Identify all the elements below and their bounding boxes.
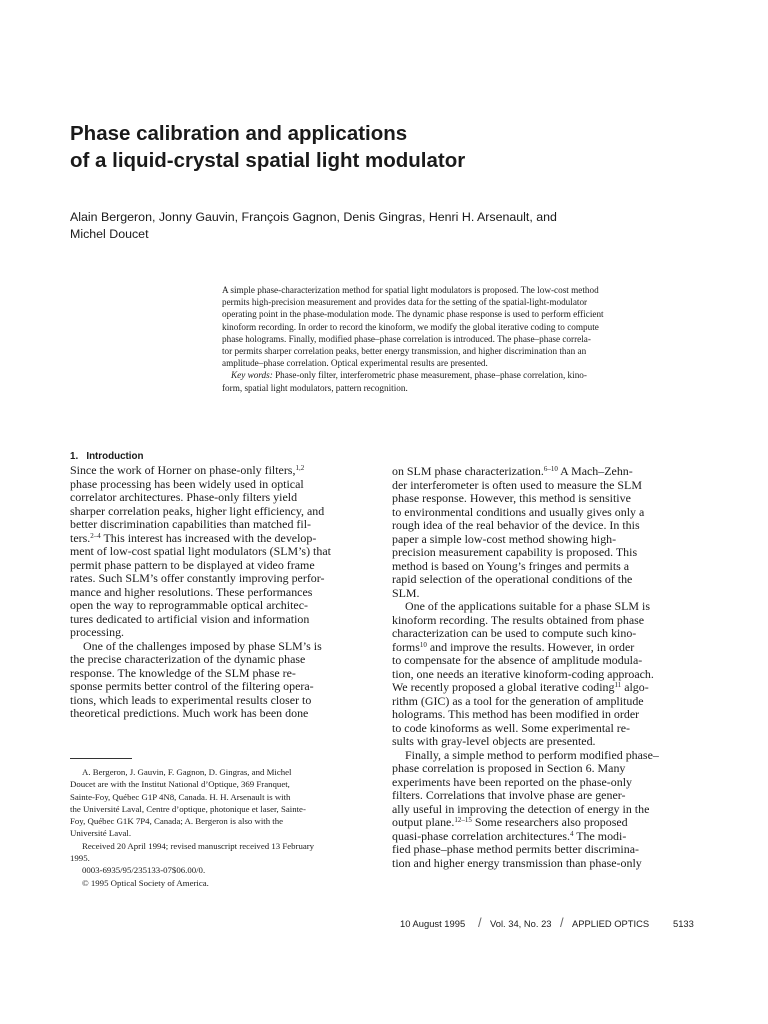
body-line: processing. [70,625,125,639]
body-line: method is based on Young’s fringes and permits a [392,558,630,573]
keywords-text: Phase-only filter, interferometric phase measurement, phase–phase correlation, kino- [272,370,587,381]
body-line: response. The knowledge of the SLM phase re- [70,665,296,680]
body-line: ment of low-cost spatial light modulators (SLM’s) that [70,544,331,558]
body-line: rapid selection of the operational conditions of the [392,572,633,586]
body-line: rates. Such SLM’s offer constantly improving perfor- [70,571,325,585]
body-line: the precise characterization of the dynamic phase [70,652,306,666]
body-line: quasi-phase correlation architectures.$^4$ The modi- [392,828,627,843]
body-line: open the way to reprogrammable optical architec- [70,598,308,612]
title-line-2: of a liquid-crystal spatial light modulator [70,149,466,172]
footnote-line: Doucet are with the Institut National d’Optique, 369 Franquet, [70,779,290,790]
body-line: mance and higher resolutions. These performances [70,584,313,599]
abstract-line: A simple phase-characterization method for spatial light modulators is proposed. The low-cost method [222,285,599,295]
body-line: to environmental conditions and usually gives only a [392,504,645,519]
footer-separator: / [560,915,564,930]
body-line: der interferometer is often used to measure the SLM [392,477,642,492]
abstract-line: tor permits sharper correlation peaks, better energy transmission, and higher discrimination than an [222,346,587,357]
body-line: One of the challenges imposed by phase SLM’s is [83,638,322,653]
body-line: permit phase pattern to be displayed at video frame [70,557,315,572]
footer-separator: / [478,915,482,930]
citation: 11 [614,681,622,689]
body-line: paper a simple low-cost method showing high- [392,531,617,546]
footnote-line: Foy, Québec G1K 7P4, Canada; A. Bergeron is also with the [70,816,284,827]
body-line: phase response. However, this method is sensitive [392,491,631,505]
body-line: ters.$^{2-4}$ This interest has increased with the develop- [70,530,317,545]
footnote-line: 0003-6935/95/235133-07$06.00/0. [82,865,206,876]
body-line: sharper correlation peaks, higher light efficiency, and [70,503,325,518]
author-list [70,209,690,243]
keywords-line-1 [222,369,696,381]
title-line-1: Phase calibration and applications [70,122,408,145]
body-line: rithm (GIC) as a tool for the generation of amplitude [392,693,644,708]
footnote-line: the Université Laval, Centre d’optique, photonique et laser, Sainte- [70,803,306,814]
body-line: ally useful in improving the detection of energy in the [392,801,650,816]
body-line: precision measurement capability is proposed. This [392,545,638,559]
body-line: on SLM phase characterization.$^{6-10}$ A Mach–Zehn- [392,464,633,478]
footer-journal: APPLIED OPTICS [572,918,650,929]
body-line: Since the work of Horner on phase-only filters,$^{1,2}$ [70,463,305,477]
body-line: SLM. [392,585,420,600]
abstract-line: phase holograms. Finally, modified phase–phase correlation is introduced. The phase–phase correla- [222,333,591,344]
abstract-line: operating point in the phase-modulation mode. The dynamic phase response is used to perform efficient [222,309,604,320]
section-number: 1. [70,451,79,462]
section-title: Introduction [86,451,144,462]
body-line: sults with gray-level objects are presented. [392,734,596,748]
page-footer [400,917,696,931]
keywords-line-2: form, spatial light modulators, pattern recognition. [222,382,408,393]
body-line: phase correlation is proposed in Section 6. Many [392,761,626,775]
footnote [70,766,382,889]
body-line: tion, one needs an iterative kinoform-coding approach. [392,666,654,681]
body-line: theoretical predictions. Much work has been done [70,706,309,720]
footer-volume: Vol. 34, No. 23 [490,918,552,929]
footnote-divider [70,758,132,759]
abstract-line: permits high-precision measurement and provides data for the setting of the spatial-light-modulator [222,297,588,308]
body-line: tions, which leads to experimental results closer to [70,692,312,707]
footnote-line: Université Laval. [70,828,132,839]
body-line: fied phase–phase method permits better discrimina- [392,842,639,856]
body-line: characterization can be used to compute such kino- [392,626,637,640]
body-line: correlator architectures. Phase-only filters yield [70,490,298,504]
footer-date: 10 August 1995 [400,918,466,929]
paper-title [70,120,710,174]
left-column [70,464,382,721]
citation: 10 [419,640,427,649]
body-line: to code kinoforms as well. Some experimental re- [392,720,631,735]
body-line: output plane.$^{12-15}$ Some researchers also proposed [392,815,628,829]
section-heading [70,451,143,462]
abstract-line: kinoform recording. In order to record the kinoform, we modify the global iterative coding to compute [222,321,599,332]
body-line: to compensate for the absence of amplitude modula- [392,653,643,667]
body-line: sponse permits better control of the filtering opera- [70,679,314,693]
citation: 4 [569,829,574,838]
body-line: kinoform recording. The results obtained from phase [392,612,645,627]
citation: 6–10 [543,465,558,473]
authors-line-2: Michel Doucet [70,227,149,241]
body-line: rough idea of the real behavior of the device. In this [392,518,640,532]
body-line: Finally, a simple method to perform modified phase– [405,747,659,762]
authors-line-1: Alain Bergeron, Jonny Gauvin, François Gagnon, Denis Gingras, Henri H. Arsenault, and [70,210,557,224]
body-line: We recently proposed a global iterative coding$^{11}$ algo- [392,680,649,694]
body-line: filters. Correlations that involve phase are gener- [392,788,626,802]
page-number: 5133 [673,918,694,929]
body-line: holograms. This method has been modified in order [392,707,640,721]
body-line: experiments have been reported on the phase-only [392,774,632,789]
citation: 2–4 [90,531,101,540]
body-line: One of the applications suitable for a phase SLM is [405,599,650,613]
body-line: tures dedicated to artificial vision and information [70,611,310,626]
body-line: forms$^{10}$ and improve the results. However, in order [392,639,635,654]
citation: 12–15 [454,816,472,824]
footnote-line: A. Bergeron, J. Gauvin, F. Gagnon, D. Gingras, and Michel [82,767,292,777]
body-line: phase processing has been widely used in optical [70,476,304,491]
keywords-label: Key words: [231,370,273,381]
abstract-line: amplitude–phase correlation. Optical experimental results are presented. [222,358,488,369]
right-column [392,465,704,870]
body-line: better discrimination capabilities than matched fil- [70,517,311,531]
footnote-line: Sainte-Foy, Québec G1P 4N8, Canada. H. H. Arsenault is with [70,791,291,802]
footnote-line: 1995. [70,853,90,864]
citation: 1,2 [295,464,305,472]
footnote-line: Received 20 April 1994; revised manuscript received 13 February [82,840,315,851]
footnote-line: © 1995 Optical Society of America. [82,877,209,888]
abstract [222,284,696,394]
body-line: tion and higher energy transmission than phase-only [392,855,642,870]
